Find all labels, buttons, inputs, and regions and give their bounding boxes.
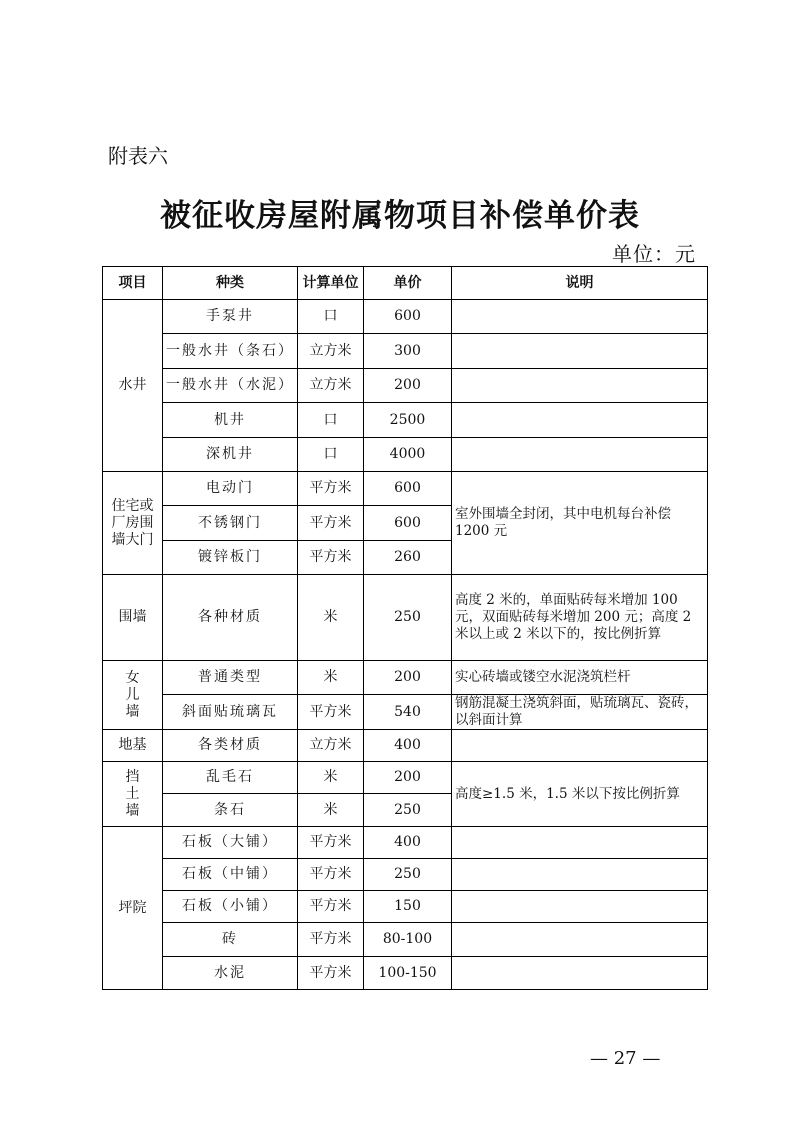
compensation-table — [102, 266, 708, 990]
unit-cell: 平方米 — [298, 957, 364, 990]
table-row — [103, 403, 708, 438]
price-cell: 300 — [364, 334, 452, 369]
type-cell: 石板（大铺） — [163, 827, 298, 859]
note-cell: 高度≥1.5 米，1.5 米以下按比例折算 — [452, 762, 708, 827]
page-number: — 27 — — [590, 1048, 661, 1069]
price-cell: 250 — [364, 859, 452, 891]
unit-cell: 米 — [298, 794, 364, 827]
table-row — [103, 575, 708, 661]
appendix-label: 附表六 — [108, 144, 168, 168]
unit-cell: 米 — [298, 661, 364, 695]
header-category: 项目 — [103, 267, 163, 300]
price-cell: 540 — [364, 695, 452, 730]
category-cell: 坪院 — [103, 827, 163, 990]
table-row — [103, 472, 708, 506]
table-row — [103, 891, 708, 923]
note-cell — [452, 403, 708, 438]
header-note: 说明 — [452, 267, 708, 300]
table-row — [103, 334, 708, 369]
category-cell: 地基 — [103, 730, 163, 762]
unit-cell: 平方米 — [298, 695, 364, 730]
category-cell: 挡土墙 — [103, 762, 163, 827]
unit-cell: 口 — [298, 438, 364, 472]
price-cell: 200 — [364, 661, 452, 695]
note-cell: 实心砖墙或镂空水泥浇筑栏杆 — [452, 661, 708, 695]
unit-cell: 立方米 — [298, 730, 364, 762]
type-cell: 电动门 — [163, 472, 298, 506]
unit-cell: 立方米 — [298, 369, 364, 403]
type-cell: 砖 — [163, 923, 298, 957]
header-type: 种类 — [163, 267, 298, 300]
type-cell: 镀锌板门 — [163, 541, 298, 575]
table-row — [103, 730, 708, 762]
type-cell: 不锈钢门 — [163, 506, 298, 541]
type-cell: 一般水井（水泥） — [163, 369, 298, 403]
type-cell: 各类材质 — [163, 730, 298, 762]
table-row — [103, 957, 708, 990]
note-cell: 室外围墙全封闭，其中电机每台补偿 1200 元 — [452, 472, 708, 575]
table-row — [103, 859, 708, 891]
type-cell: 水泥 — [163, 957, 298, 990]
note-cell — [452, 730, 708, 762]
price-cell: 250 — [364, 794, 452, 827]
price-cell: 200 — [364, 762, 452, 794]
type-cell: 机井 — [163, 403, 298, 438]
note-cell — [452, 369, 708, 403]
price-cell: 600 — [364, 300, 452, 334]
table-row — [103, 438, 708, 472]
note-cell — [452, 891, 708, 923]
header-price: 单价 — [364, 267, 452, 300]
note-cell: 钢筋混凝土浇筑斜面，贴琉璃瓦、瓷砖，以斜面计算 — [452, 695, 708, 730]
price-cell: 400 — [364, 827, 452, 859]
category-cell: 围墙 — [103, 575, 163, 661]
note-cell — [452, 859, 708, 891]
table-row — [103, 300, 708, 334]
unit-label: 单位：元 — [612, 242, 696, 266]
unit-cell: 平方米 — [298, 506, 364, 541]
table-row — [103, 923, 708, 957]
price-cell: 400 — [364, 730, 452, 762]
type-cell: 普通类型 — [163, 661, 298, 695]
unit-cell: 米 — [298, 762, 364, 794]
unit-cell: 平方米 — [298, 923, 364, 957]
document-title: 被征收房屋附属物项目补偿单价表 — [160, 198, 640, 234]
note-cell — [452, 438, 708, 472]
unit-cell: 米 — [298, 575, 364, 661]
unit-cell: 立方米 — [298, 334, 364, 369]
price-cell: 260 — [364, 541, 452, 575]
table-body — [103, 300, 708, 990]
unit-cell: 平方米 — [298, 472, 364, 506]
table-row — [103, 369, 708, 403]
type-cell: 手泵井 — [163, 300, 298, 334]
unit-cell: 平方米 — [298, 541, 364, 575]
price-cell: 100-150 — [364, 957, 452, 990]
note-cell — [452, 827, 708, 859]
category-cell: 水井 — [103, 300, 163, 472]
table-header-row — [103, 267, 708, 300]
note-cell — [452, 300, 708, 334]
unit-cell: 平方米 — [298, 891, 364, 923]
price-cell: 150 — [364, 891, 452, 923]
note-cell — [452, 334, 708, 369]
type-cell: 石板（小铺） — [163, 891, 298, 923]
header-unit: 计算单位 — [298, 267, 364, 300]
category-cell: 女儿墙 — [103, 661, 163, 730]
type-cell: 深机井 — [163, 438, 298, 472]
unit-cell: 平方米 — [298, 859, 364, 891]
unit-cell: 平方米 — [298, 827, 364, 859]
type-cell: 条石 — [163, 794, 298, 827]
unit-cell: 口 — [298, 300, 364, 334]
price-cell: 250 — [364, 575, 452, 661]
type-cell: 一般水井（条石） — [163, 334, 298, 369]
type-cell: 石板（中铺） — [163, 859, 298, 891]
price-cell: 600 — [364, 506, 452, 541]
table-row — [103, 695, 708, 730]
note-cell — [452, 923, 708, 957]
price-cell: 4000 — [364, 438, 452, 472]
type-cell: 各种材质 — [163, 575, 298, 661]
price-cell: 200 — [364, 369, 452, 403]
note-cell — [452, 957, 708, 990]
table-row — [103, 661, 708, 695]
table-row — [103, 827, 708, 859]
type-cell: 斜面贴琉璃瓦 — [163, 695, 298, 730]
price-cell: 80-100 — [364, 923, 452, 957]
note-cell: 高度 2 米的，单面贴砖每米增加 100 元，双面贴砖每米增加 200 元；高度 2 米以上或 2 米以下的，按比例折算 — [452, 575, 708, 661]
price-cell: 2500 — [364, 403, 452, 438]
category-cell: 住宅或厂房围墙大门 — [103, 472, 163, 575]
price-cell: 600 — [364, 472, 452, 506]
type-cell: 乱毛石 — [163, 762, 298, 794]
table-row — [103, 762, 708, 794]
unit-cell: 口 — [298, 403, 364, 438]
